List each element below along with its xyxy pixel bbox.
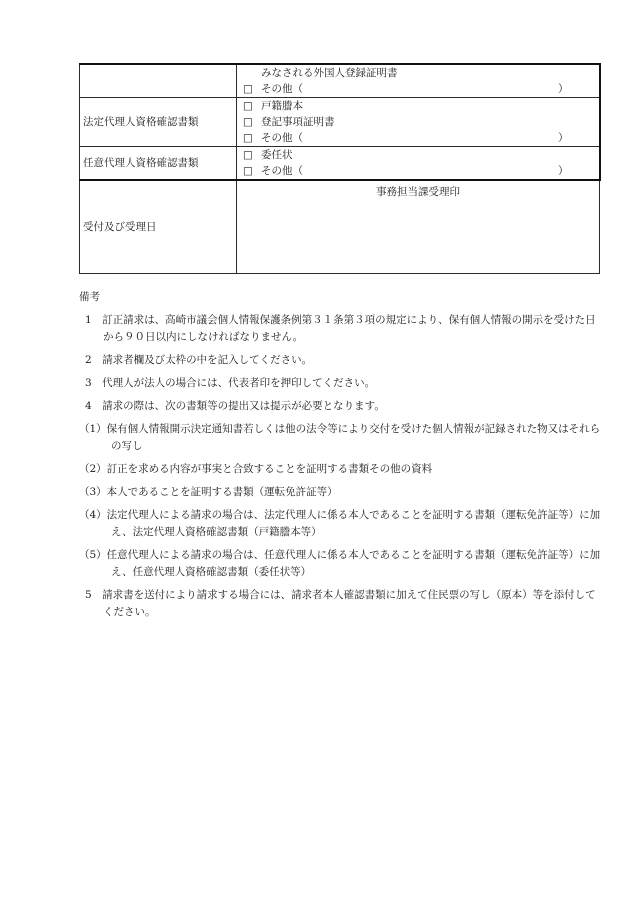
option-power-of-attorney[interactable]: □ 委任状	[243, 149, 293, 161]
receipt-label: 受付及び受理日	[80, 180, 237, 274]
legal-rep-row	[80, 98, 600, 147]
notes-title: 備考	[79, 291, 100, 303]
note-4: 4 請求の際は、次の書類等の提出又は提示が必要となります。	[85, 400, 385, 412]
note-2: 2 請求者欄及び太枠の中を記入してください。	[85, 354, 313, 366]
foreign-registration-line: みなされる外国人登録証明書	[261, 67, 398, 79]
foreign-registration-label-cell	[80, 64, 237, 98]
note-4-sub-4: （4）法定代理人による請求の場合は、法定代理人に係る本人であることを証明する書類（運転免許証等）に加え、法定代理人資格確認書類（戸籍謄本等）	[79, 509, 601, 538]
checkbox-icon[interactable]: □	[243, 132, 253, 144]
note-5: 5 請求書を送付により請求する場合には、請求者本人確認書類に加えて住民票の写し（原本）等を添付してください。	[85, 589, 596, 618]
voluntary-rep-options-cell	[237, 147, 600, 181]
foreign-registration-options-cell	[237, 64, 600, 98]
voluntary-rep-row	[80, 147, 600, 181]
note-4-sub-5: （5）任意代理人による請求の場合は、任意代理人に係る本人であることを証明する書類（運転免許証等）に加え、任意代理人資格確認書類（委任状等）	[79, 549, 601, 578]
foreign-registration-row	[80, 64, 600, 98]
option-other-legal[interactable]: □ その他（ ）	[243, 132, 569, 144]
note-3: 3 代理人が法人の場合には、代表者印を押印してください。	[85, 377, 376, 389]
option-family-register[interactable]: □ 戸籍謄本	[243, 100, 303, 112]
checkbox-icon[interactable]: □	[243, 83, 253, 95]
checkbox-icon[interactable]: □	[243, 165, 253, 177]
seal-label: 事務担当課受理印	[376, 186, 460, 198]
note-1: 1 訂正請求は、高崎市議会個人情報保護条例第３１条第３項の規定により、保有個人情報の開示を受けた日から９０日以内にしなければなりません。	[85, 314, 596, 343]
notes-section	[79, 289, 603, 627]
note-4-sub-3: （3）本人であることを証明する書類（運転免許証等）	[79, 486, 338, 498]
checkbox-icon[interactable]: □	[243, 116, 253, 128]
legal-rep-label: 法定代理人資格確認書類	[80, 98, 237, 147]
note-4-sub-1: （1）保有個人情報開示決定通知書若しくは他の法令等により交付を受けた個人情報が記録された物又はそれらの写し	[79, 423, 601, 452]
checkbox-icon[interactable]: □	[243, 149, 253, 161]
receipt-row	[80, 180, 600, 274]
legal-rep-options-cell	[237, 98, 600, 147]
option-other-voluntary[interactable]: □ その他（ ）	[243, 165, 569, 177]
option-other-foreign[interactable]: □ その他（ ）	[243, 83, 569, 95]
document-form-table	[79, 63, 601, 274]
checkbox-icon[interactable]: □	[243, 100, 253, 112]
receipt-seal-cell[interactable]	[237, 180, 600, 274]
note-4-sub-2: （2）訂正を求める内容が事実と合致することを証明する書類その他の資料	[79, 463, 433, 475]
option-registry-certificate[interactable]: □ 登記事項証明書	[243, 116, 335, 128]
voluntary-rep-label: 任意代理人資格確認書類	[80, 147, 237, 181]
